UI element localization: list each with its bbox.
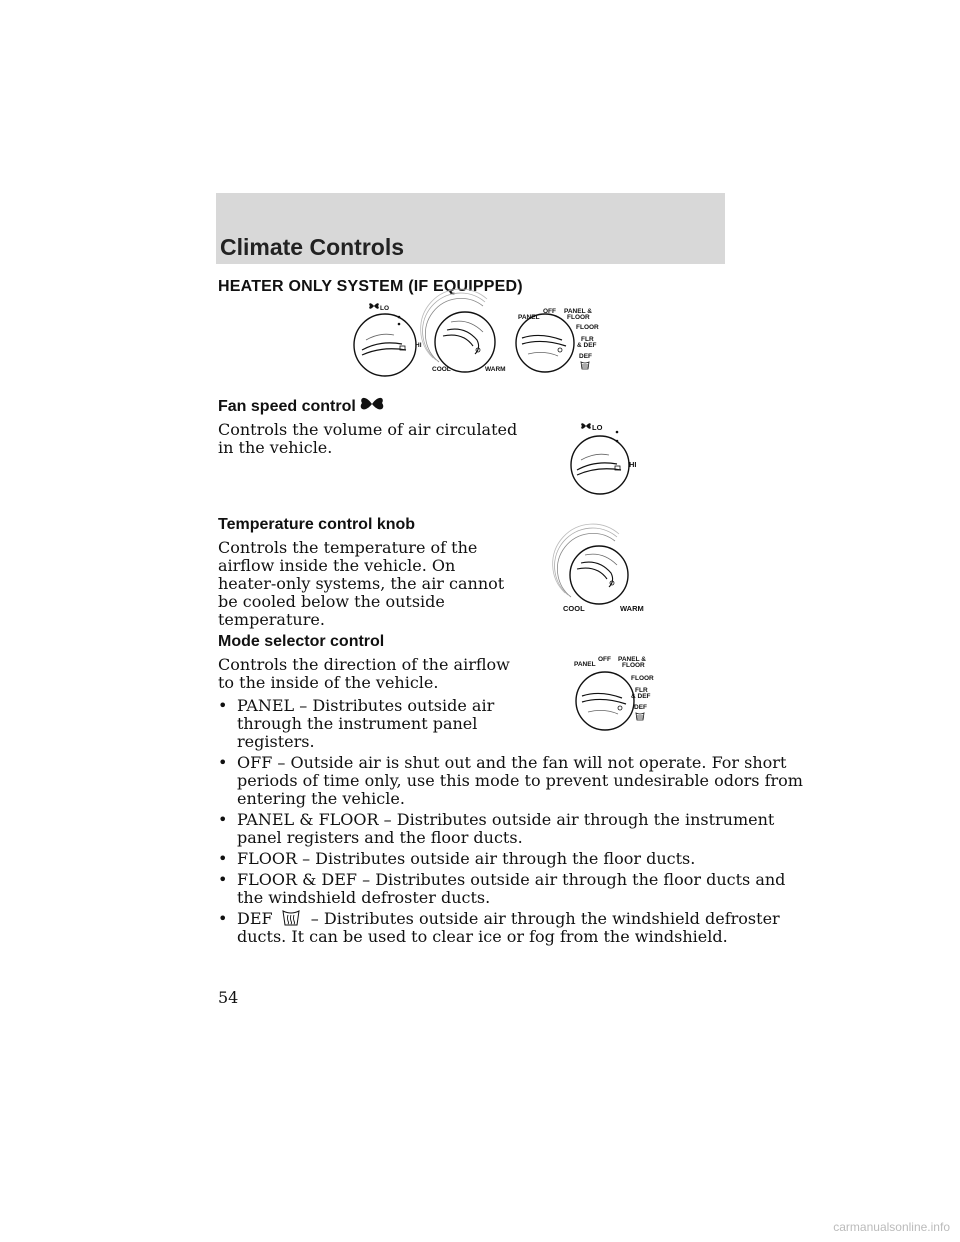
bullet-line: registers.: [237, 732, 315, 751]
mode-body-line: to the inside of the vehicle.: [218, 673, 439, 692]
bullet-line: the windshield defroster ducts.: [237, 888, 491, 907]
list-item: • PANEL & FLOOR – Distributes outside air through the instrument panel registers and the floor ducts.: [218, 810, 775, 847]
fan-hi-label: HI: [415, 342, 422, 349]
mode-flr-def-label-2: & DEF: [631, 693, 651, 700]
bullet-line: OFF – Outside air is shut out and the fan will not operate. For short: [237, 753, 787, 772]
bullet-line: entering the vehicle.: [237, 789, 405, 808]
controls-diagram: [340, 298, 600, 378]
fan-heading-icon: [359, 392, 385, 416]
mode-panel-floor-label-2: FLOOR: [567, 314, 590, 321]
list-item: • FLOOR & DEF – Distributes outside air through the floor ducts and the windshield defroster ducts.: [218, 870, 786, 907]
fan-knob-figure: [560, 418, 650, 498]
bullet-line: through the instrument panel: [237, 714, 478, 733]
defrost-icon: [282, 910, 300, 926]
temperature-body-line: Controls the temperature of the: [218, 538, 478, 557]
temp-knob: [425, 300, 505, 376]
fan-dots: [615, 430, 619, 444]
fan-body-line: Controls the volume of air circulated: [218, 420, 518, 439]
mode-heading: Mode selector control: [218, 633, 385, 650]
temp-knob-figure: [555, 535, 655, 615]
fan-body-line: in the vehicle.: [218, 438, 333, 457]
temperature-heading: Temperature control knob: [218, 516, 416, 533]
mode-body: [218, 656, 510, 692]
mode-flr-def-label-1: FLR: [581, 336, 594, 343]
mode-floor-label: FLOOR: [631, 675, 654, 682]
section-title: HEATER ONLY SYSTEM (IF EQUIPPED): [218, 278, 523, 295]
fan-knob: [350, 310, 420, 380]
temp-cool-label: COOL: [563, 604, 585, 613]
bullet-line: PANEL & FLOOR – Distributes outside air through the instrument: [237, 810, 775, 829]
temperature-body-line: be cooled below the outside: [218, 592, 445, 611]
page-title: Climate Controls: [220, 234, 405, 260]
fan-icon: [368, 300, 380, 312]
fan-body: [218, 421, 517, 457]
list-item: • PANEL – Distributes outside air through the instrument panel registers.: [218, 696, 495, 751]
temp-warm-label: WARM: [485, 366, 506, 373]
mode-body-line: Controls the direction of the airflow: [218, 655, 510, 674]
temp-cool-label: COOL: [432, 366, 451, 373]
bullet-line: ducts. It can be used to clear ice or fog from the windshield.: [237, 927, 728, 946]
list-item: • DEF – Distributes outside air through the windshield defroster ducts. It can be used to clear ice or fog from the windshield.: [218, 909, 780, 946]
bullet-line: PANEL – Distributes outside air: [237, 696, 495, 715]
bullet-line: – Distributes outside air through the windshield defroster: [310, 909, 780, 928]
temperature-body-line: temperature.: [218, 610, 325, 629]
def-label: DEF: [237, 909, 273, 928]
fan-heading: Fan speed control: [218, 398, 356, 415]
mode-panel-floor-label-1: PANEL &: [564, 308, 592, 315]
list-item: • FLOOR – Distributes outside air through the floor ducts.: [218, 849, 696, 868]
temperature-body-line: airflow inside the vehicle. On: [218, 556, 456, 575]
fan-knob-large: [565, 430, 635, 500]
fan-icon: [580, 420, 592, 432]
temperature-body-line: heater-only systems, the air cannot: [218, 574, 505, 593]
temperature-body: [218, 539, 504, 629]
temp-knob-large: [557, 535, 641, 611]
mode-def-label: DEF: [634, 704, 647, 711]
mode-def-label: DEF: [579, 353, 592, 360]
bullet-line: panel registers and the floor ducts.: [237, 828, 523, 847]
mode-panel-floor-label-2: FLOOR: [622, 662, 645, 669]
bullet-line: periods of time only, use this mode to prevent undesirable odors from: [237, 771, 803, 790]
page-number: 54: [218, 988, 239, 1007]
mode-panel-label: PANEL: [574, 661, 596, 668]
fan-hi-label: HI: [629, 460, 637, 469]
mode-off-label: OFF: [543, 308, 556, 315]
mode-flr-def-label-2: & DEF: [577, 342, 597, 349]
mode-floor-label: FLOOR: [576, 324, 599, 331]
mode-panel-floor-label-1: PANEL &: [618, 656, 646, 663]
defrost-icon: [580, 361, 590, 370]
mode-panel-label: PANEL: [518, 314, 540, 321]
watermark: carmanualsonline.info: [833, 1220, 950, 1234]
bullet-line: FLOOR – Distributes outside air through the floor ducts.: [237, 849, 696, 868]
fan-dots: [397, 315, 401, 327]
bullet-line: FLOOR & DEF – Distributes outside air through the floor ducts and: [237, 870, 786, 889]
temp-warm-label: WARM: [620, 604, 644, 613]
fan-lo-label: LO: [592, 423, 603, 432]
fan-lo-label: LO: [380, 305, 390, 312]
mode-off-label: OFF: [598, 656, 611, 663]
mode-flr-def-label-1: FLR: [635, 687, 648, 694]
list-item: • OFF – Outside air is shut out and the fan will not operate. For short periods of time only, use this mode to prevent undesirable odors from entering the vehicle.: [218, 753, 803, 808]
